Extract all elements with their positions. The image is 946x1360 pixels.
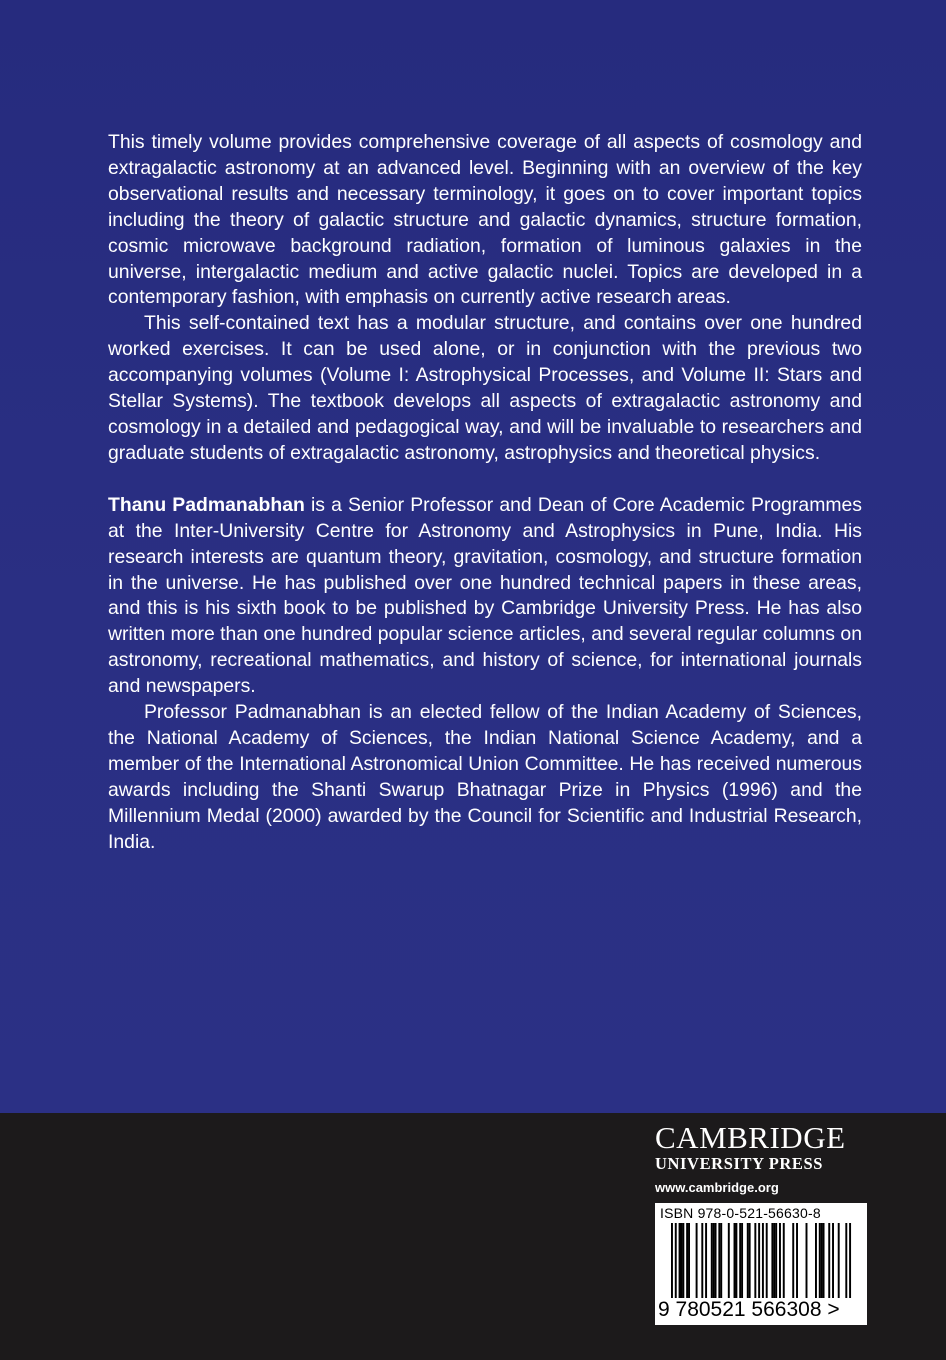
blurb-paragraph-2: This self-contained text has a modular structure, and contains over one hundred worked exercises. It can be used alone, or in conjunction with the previous two accompanying volumes (Volume I: Astrophysical Processes, and Volume II: Stars and Stellar Systems). The textbook develops all aspects of extragalactic astronomy and cosmology in a detailed and pedagogical way, and will be invaluable to researchers and graduate students of extragalactic astronomy, astrophysics and theoretical physics. [108,312,862,464]
barcode-bar [679,1223,681,1303]
barcode-bar [815,1223,817,1303]
barcode-bar [749,1223,751,1303]
barcode-bar [806,1223,808,1303]
barcode-bar [796,1223,798,1303]
barcode-bar [688,1223,690,1303]
barcode-bar [720,1223,722,1303]
isbn-barcode-box [655,1203,867,1325]
barcode-bar [739,1223,741,1303]
barcode-bar [783,1223,785,1303]
barcode-bar [819,1223,821,1303]
blurb-text [108,130,862,855]
barcode-bar [686,1223,688,1303]
blurb-paragraph-1: This timely volume provides comprehensive coverage of all aspects of cosmology and extragalactic astronomy at an advanced level. Beginning with an overview of the key observational results and necessary terminology, it goes on to cover important topics including the theory of galactic structure and galactic dynamics, structure formation, cosmic microwave background radiation, formation of luminous galaxies in the universe, intergalactic medium and active galactic nuclei. Topics are developed in a contemporary fashion, with emphasis on currently active research areas. [108,131,862,309]
barcode-bar [701,1223,703,1303]
barcode-bar [775,1223,777,1303]
publisher-name: CAMBRIDGE [655,1120,846,1155]
barcode-bar [718,1223,720,1303]
barcode-bar [728,1223,730,1303]
barcode-bar [838,1223,840,1303]
publisher-url: www.cambridge.org [655,1180,779,1195]
barcode-bar [766,1223,768,1303]
barcode-bar [711,1223,713,1303]
isbn-label: ISBN 978-0-521-56630-8 [660,1205,821,1221]
publisher-subtitle: UNIVERSITY PRESS [655,1154,824,1173]
author-bio-paragraph-1 [108,493,862,700]
barcode-bar [705,1223,707,1303]
author-bio-text: is a Senior Professor and Dean of Core Academic Programmes at the Inter-University Centre for Astronomy and Astrophysics in Pune, India. His research interests are quantum theory, gravitation, cosmology, and structure formation in the universe. He has published over one hundred technical papers in these areas, and this is his sixth book to be published by Cambridge University Press. He has also written more than one hundred popular science articles, and several regular columns on astronomy, recreational mathematics, and history of science, for international journals and newspapers. [108,493,862,698]
barcode-bar [754,1223,756,1303]
barcode-bar [734,1223,736,1303]
publisher-logo [655,1122,870,1197]
barcode-digits: 9 780521 566308 > [658,1298,864,1322]
barcode-bar [821,1223,823,1303]
barcode-bar [828,1223,830,1303]
barcode-bar [779,1223,781,1303]
barcode-bar [741,1223,743,1303]
barcode-bar [682,1223,684,1303]
barcode-bar [715,1223,717,1303]
barcode-bar [792,1223,794,1303]
barcode-bar [771,1223,773,1303]
barcode-bar [680,1223,682,1303]
author-bio-paragraph-2: Professor Padmanabhan is an elected fellow of the Indian Academy of Sciences, the National Academy of Sciences, the Indian National Science Academy, and a member of the International Astronomical Union Committee. He has received numerous awards including the Shanti Swarup Bhatnagar Prize in Physics (1996) and the Millennium Medal (2000) awarded by the Council for Scientific and Industrial Research, India. [108,701,862,853]
barcode-bar [823,1223,825,1303]
author-name: Thanu Padmanabhan [108,493,305,516]
barcode-bar [696,1223,698,1303]
barcode-bar [832,1223,834,1303]
barcode-bar [735,1223,737,1303]
barcode-bar [713,1223,715,1303]
barcode-bar [773,1223,775,1303]
barcode-bar [747,1223,749,1303]
